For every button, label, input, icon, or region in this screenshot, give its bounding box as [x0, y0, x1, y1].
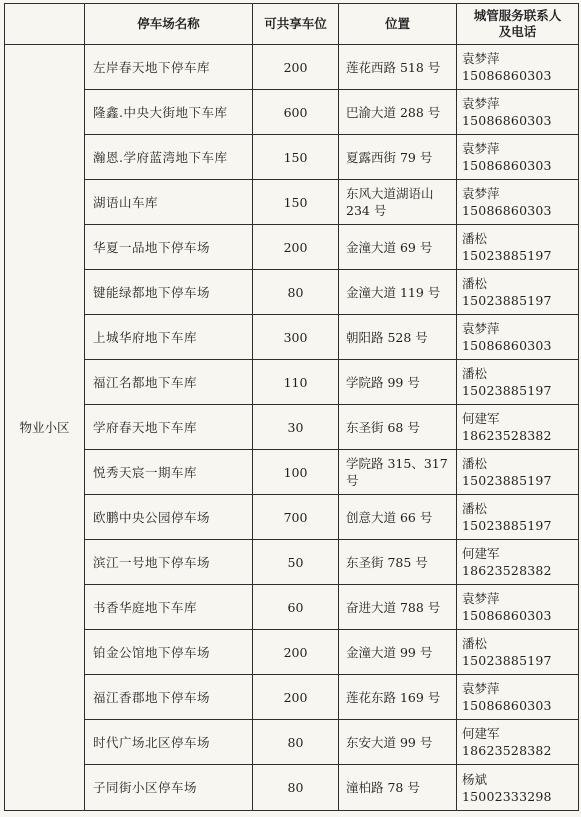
location-cell: 莲花西路 518 号	[339, 45, 457, 90]
contact-phone: 15023885197	[462, 248, 552, 263]
shared-spaces-cell: 200	[253, 45, 339, 90]
shared-spaces-cell: 60	[253, 585, 339, 630]
shared-spaces-cell: 300	[253, 315, 339, 360]
contact-phone: 15023885197	[462, 383, 552, 398]
table-row	[5, 270, 579, 315]
shared-spaces-cell: 150	[253, 180, 339, 225]
contact-name: 杨斌	[462, 771, 488, 787]
contact-cell	[457, 45, 579, 90]
table-row	[5, 90, 579, 135]
table-row	[5, 315, 579, 360]
shared-spaces-cell: 50	[253, 540, 339, 585]
contact-cell	[457, 675, 579, 720]
contact-cell	[457, 90, 579, 135]
location-cell: 金潼大道 99 号	[339, 630, 457, 675]
contact-cell	[457, 585, 579, 630]
contact-name: 袁梦萍	[462, 96, 500, 111]
contact-name: 潘松	[462, 456, 488, 471]
contact-cell	[457, 360, 579, 405]
table-row	[5, 720, 579, 765]
contact-phone: 18623528382	[462, 563, 552, 578]
category-cell: 物业小区	[5, 45, 85, 811]
header-contact-label: 城管服务联系人 及电话	[473, 8, 562, 39]
location-cell: 学院路 99 号	[339, 360, 457, 405]
table-row	[5, 495, 579, 540]
contact-cell	[457, 540, 579, 585]
table-row	[5, 540, 579, 585]
parking-name-cell: 瀚恩.学府蓝湾地下车库	[85, 135, 253, 180]
parking-name-cell: 滨江一号地下停车场	[85, 540, 253, 585]
contact-phone: 15023885197	[462, 518, 552, 533]
location-cell: 东圣街 68 号	[339, 405, 457, 450]
contact-name: 潘松	[462, 636, 488, 651]
shared-spaces-cell: 200	[253, 630, 339, 675]
location-cell: 东圣街 785 号	[339, 540, 457, 585]
contact-phone: 15086860303	[462, 203, 552, 218]
parking-name-cell: 悦秀天宸一期车库	[85, 450, 253, 495]
contact-cell	[457, 450, 579, 495]
contact-name: 袁梦萍	[462, 186, 500, 201]
location-cell: 东安大道 99 号	[339, 720, 457, 765]
parking-name-cell: 键能绿都地下停车场	[85, 270, 253, 315]
contact-phone: 15086860303	[462, 158, 552, 173]
shared-spaces-cell: 150	[253, 135, 339, 180]
contact-name: 潘松	[462, 501, 488, 516]
location-cell: 学院路 315、317 号	[339, 450, 457, 495]
contact-cell	[457, 315, 579, 360]
location-cell: 奋进大道 788 号	[339, 585, 457, 630]
table-row	[5, 405, 579, 450]
parking-name-cell: 湖语山车库	[85, 180, 253, 225]
location-cell: 夏露西街 79 号	[339, 135, 457, 180]
contact-phone: 15023885197	[462, 473, 552, 488]
parking-name-cell: 隆鑫.中央大街地下车库	[85, 90, 253, 135]
table-row	[5, 765, 579, 811]
contact-phone: 15086860303	[462, 608, 552, 623]
shared-spaces-cell: 80	[253, 720, 339, 765]
shared-spaces-cell: 600	[253, 90, 339, 135]
contact-cell	[457, 135, 579, 180]
location-cell: 金潼大道 69 号	[339, 225, 457, 270]
parking-name-cell: 福江香郡地下停车场	[85, 675, 253, 720]
parking-name-cell: 书香华庭地下车库	[85, 585, 253, 630]
parking-name-cell: 华夏一品地下停车场	[85, 225, 253, 270]
contact-phone: 18623528382	[462, 428, 552, 443]
contact-phone: 15023885197	[462, 653, 552, 668]
contact-phone: 15086860303	[462, 68, 552, 83]
contact-phone: 15086860303	[462, 698, 552, 713]
contact-name: 何建军	[462, 546, 500, 561]
contact-name: 何建军	[462, 726, 500, 741]
contact-phone: 15002333298	[462, 788, 552, 804]
location-cell: 巴渝大道 288 号	[339, 90, 457, 135]
contact-cell	[457, 180, 579, 225]
parking-name-cell: 子同街小区停车场	[85, 765, 253, 811]
table-row	[5, 360, 579, 405]
parking-name-cell: 铂金公馆地下停车场	[85, 630, 253, 675]
shared-spaces-cell: 110	[253, 360, 339, 405]
contact-cell	[457, 405, 579, 450]
contact-name: 袁梦萍	[462, 321, 500, 336]
contact-phone: 15086860303	[462, 113, 552, 128]
parking-name-cell: 时代广场北区停车场	[85, 720, 253, 765]
table-row	[5, 180, 579, 225]
contact-cell	[457, 720, 579, 765]
table-header-row	[5, 4, 579, 45]
header-location: 位置	[339, 4, 457, 45]
table-row	[5, 135, 579, 180]
contact-name: 潘松	[462, 231, 488, 246]
contact-cell	[457, 630, 579, 675]
location-cell: 莲花东路 169 号	[339, 675, 457, 720]
parking-name-cell: 左岸春天地下停车库	[85, 45, 253, 90]
contact-name: 潘松	[462, 276, 488, 291]
location-cell: 创意大道 66 号	[339, 495, 457, 540]
contact-phone: 18623528382	[462, 743, 552, 758]
table-row	[5, 450, 579, 495]
parking-name-cell: 欧鹏中央公园停车场	[85, 495, 253, 540]
contact-name: 袁梦萍	[462, 141, 500, 156]
table-row	[5, 225, 579, 270]
parking-name-cell: 学府春天地下车库	[85, 405, 253, 450]
location-cell: 东风大道湖语山 234 号	[339, 180, 457, 225]
shared-spaces-cell: 30	[253, 405, 339, 450]
parking-name-cell: 上城华府地下车库	[85, 315, 253, 360]
contact-cell	[457, 270, 579, 315]
shared-spaces-cell: 80	[253, 765, 339, 811]
header-name: 停车场名称	[85, 4, 253, 45]
contact-cell	[457, 225, 579, 270]
contact-name: 袁梦萍	[462, 591, 500, 606]
parking-name-cell: 福江名都地下车库	[85, 360, 253, 405]
table-row	[5, 45, 579, 90]
shared-spaces-cell: 200	[253, 675, 339, 720]
table-row	[5, 585, 579, 630]
location-cell: 潼柏路 78 号	[339, 765, 457, 811]
shared-spaces-cell: 80	[253, 270, 339, 315]
table-row	[5, 675, 579, 720]
shared-spaces-cell: 100	[253, 450, 339, 495]
shared-spaces-cell: 200	[253, 225, 339, 270]
contact-name: 袁梦萍	[462, 681, 500, 696]
header-category	[5, 4, 85, 45]
header-contact	[457, 4, 579, 45]
header-spaces: 可共享车位	[253, 4, 339, 45]
table-row	[5, 630, 579, 675]
contact-cell	[457, 765, 579, 811]
contact-cell	[457, 495, 579, 540]
location-cell: 金潼大道 119 号	[339, 270, 457, 315]
contact-name: 潘松	[462, 366, 488, 381]
contact-name: 何建军	[462, 411, 500, 426]
location-cell: 朝阳路 528 号	[339, 315, 457, 360]
shared-spaces-cell: 700	[253, 495, 339, 540]
contact-name: 袁梦萍	[462, 51, 500, 66]
parking-table	[4, 3, 579, 811]
contact-phone: 15023885197	[462, 293, 552, 308]
contact-phone: 15086860303	[462, 338, 552, 353]
